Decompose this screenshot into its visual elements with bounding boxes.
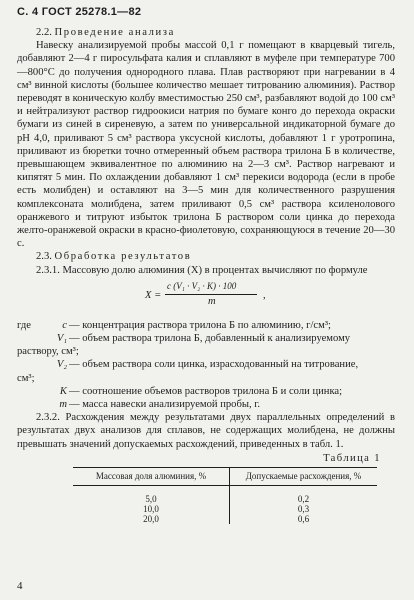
definition-symbol: c	[62, 319, 67, 331]
column-header: Массовая доля алюминия, %	[73, 468, 230, 486]
table-cell: 5,0	[73, 486, 230, 505]
section-heading-2-2	[36, 26, 395, 39]
table-cell: 0,2	[297, 494, 310, 505]
definition-text: — объем раствора соли цинка, израсходованный на титрование,	[69, 359, 359, 371]
section-number: 2.2.	[36, 27, 52, 38]
paragraph-2-3-2: 2.3.2. Расхождения между результатами двух параллельных определений в результатах двух анализов для сплавов, не содержащих молибдена, не должны превышать значений допускаемых расхождений, приведенных в табл. 1.	[17, 412, 395, 450]
definition-text: — концентрация раствора трилона Б по алюминию, г/см³;	[69, 319, 331, 331]
section-heading-2-3	[36, 250, 395, 263]
definition-item	[17, 398, 395, 411]
table-row	[73, 486, 377, 505]
paragraph-2-3-1: 2.3.1. Массовую долю алюминия (X) в процентах вычисляют по формуле	[36, 264, 368, 276]
formula-lhs: X =	[145, 289, 162, 301]
definition-text: — масса навески анализируемой пробы, г.	[69, 399, 261, 411]
table-caption: Таблица 1	[323, 452, 381, 464]
table-row	[73, 514, 377, 524]
tolerance-table	[73, 467, 377, 524]
section-title: Обработка результатов	[54, 251, 192, 263]
formula-trail: ,	[263, 289, 266, 301]
definition-lead	[17, 398, 47, 411]
definition-lead	[17, 385, 47, 398]
paragraph-procedure: Навеску анализируемой пробы массой 0,1 г помещают в кварцевый тигель, добавляют 2—4 г пиросульфата калия и сплавляют в муфеле при температуре 700—800°С до получения однородного плава. Плав растворяют при нагревании в 4 см³ винной кислоты (большее количество мешает титрованию алюминия). Раствор переводят в коническую колбу вместимостью 250 см³, разбавляют водой до 100 см³ и нейтрализуют раствор гидроокиси натрия по бумаге конго до перехода окраски бумаги из синей в сиреневую, а затем по универсальной индикаторной бумаге до pH 4,0, приливают 5 см³ раствора уксусной кислоты, добавляют 1 г уротропина, приливают из бюретки точно отмеренный объем раствора трилона Б в количестве, превышающем эквивалентное по алюминию на 2—3 см³. Раствор нагревают и кипятят 5 мин. По охлаждении добавляют 1 см³ перекиси водорода (если в пробе есть молибден) и оставляют на 3—5 мин для количественного разрушения комплексоната молибдена, затем приливают 0,5 см³ раствора ксиленолового оранжевого и титруют избыток трилона Б раствором соли цинка до перехода желто-оранжевой окраски в красно-фиолетовую, сохраняющуюся в течение 20—30 с.	[17, 40, 395, 250]
table-cell: 20,0	[73, 514, 230, 524]
definition-symbol: V₂	[56, 359, 67, 371]
definition-symbol: V₁	[56, 333, 67, 345]
definition-item	[17, 358, 395, 371]
section-title: Проведение анализа	[54, 27, 175, 38]
definition-symbol: K	[59, 385, 67, 397]
table-cell: 10,0	[73, 504, 230, 514]
definition-item	[17, 332, 395, 345]
formula-denominator: m	[208, 295, 216, 307]
definition-continuation: см³;	[17, 372, 35, 384]
formula-numerator: c (V₁ · V₂ · K) · 100	[167, 280, 237, 291]
table-cell: 0,6	[297, 514, 310, 525]
formula	[17, 279, 395, 317]
definition-item	[17, 385, 395, 398]
definition-symbol: m	[59, 399, 67, 411]
definition-continuation: раствору, см³;	[17, 346, 79, 358]
page-header: С. 4 ГОСТ 25278.1—82	[17, 6, 142, 18]
variable-definitions	[17, 319, 395, 411]
definition-item	[17, 319, 395, 332]
table-header-row	[73, 468, 377, 486]
definition-text: — соотношение объемов растворов трилона Б и соли цинка;	[69, 385, 343, 397]
definition-lead	[17, 332, 47, 345]
document-body	[17, 26, 395, 524]
page-number: 4	[17, 580, 23, 592]
column-header: Допускаемые расхождения, %	[230, 468, 378, 486]
definition-text: — объем раствора трилона Б, добавленный к анализируемому	[69, 333, 351, 345]
definition-lead	[17, 358, 47, 371]
table-cell: 0,3	[297, 504, 310, 515]
table-row	[73, 504, 377, 514]
definition-lead: где	[17, 319, 31, 331]
section-number: 2.3.	[36, 251, 52, 263]
